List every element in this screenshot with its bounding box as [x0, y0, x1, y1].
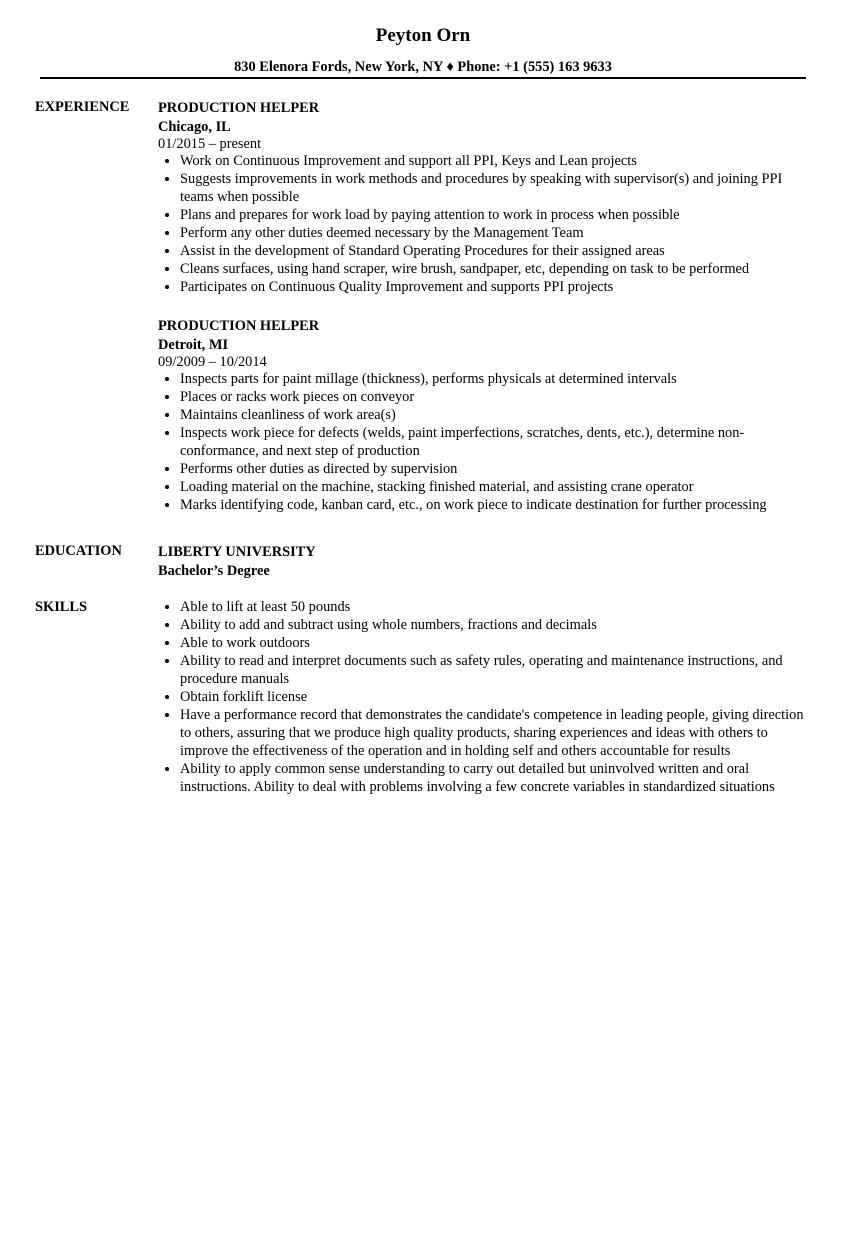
- list-item-text: Plans and prepares for work load by paying attention to work in process when possible: [180, 207, 680, 223]
- list-item: [158, 370, 810, 388]
- list-item-text: Marks identifying code, kanban card, etc., on work piece to indicate destination for further processing: [180, 497, 767, 513]
- bullet-icon: [165, 485, 169, 489]
- list-item-text: Inspects work piece for defects (welds, paint imperfections, scratches, dents, etc.), determine non-conformance, and next step of production: [180, 425, 745, 459]
- list-item: [158, 634, 810, 652]
- section-title-skills: SKILLS: [35, 599, 87, 615]
- degree: Bachelor’s Degree: [158, 563, 270, 579]
- bullet-icon: [165, 641, 169, 645]
- bullet-icon: [165, 377, 169, 381]
- bullet-icon: [165, 285, 169, 289]
- contact-line: 830 Elenora Fords, New York, NY ♦ Phone: +1 (555) 163 9633: [234, 59, 612, 75]
- bullet-icon: [165, 605, 169, 609]
- job-location: Chicago, IL: [158, 119, 231, 135]
- bullet-icon: [165, 249, 169, 253]
- list-item-text: Ability to read and interpret documents such as safety rules, operating and maintenance instructions, and procedure manuals: [180, 653, 783, 687]
- job-title: PRODUCTION HELPER: [158, 318, 320, 334]
- list-item: [158, 278, 810, 296]
- list-item-text: Have a performance record that demonstrates the candidate's competence in leading people, giving direction to others, assuring that we produce high quality products, sharing experiences and ideas with others to improve the effectiveness of the operation and in holding self and others accountable for results: [180, 707, 804, 759]
- skills-list: [158, 598, 810, 796]
- job-duties-list: [158, 152, 810, 296]
- list-item: [158, 478, 810, 496]
- list-item: [158, 260, 810, 278]
- list-item-text: Participates on Continuous Quality Improvement and supports PPI projects: [180, 279, 614, 295]
- bullet-icon: [165, 231, 169, 235]
- list-item: [158, 242, 810, 260]
- bullet-icon: [165, 659, 169, 663]
- list-item-text: Obtain forklift license: [180, 689, 308, 705]
- list-item-text: Inspects parts for paint millage (thickness), performs physicals at determined intervals: [180, 371, 677, 387]
- bullet-icon: [165, 695, 169, 699]
- school-name: LIBERTY UNIVERSITY: [158, 544, 316, 560]
- list-item: [158, 170, 810, 206]
- list-item: [158, 760, 810, 796]
- list-item: [158, 224, 810, 242]
- candidate-name: Peyton Orn: [375, 25, 471, 46]
- list-item-text: Ability to apply common sense understanding to carry out detailed but uninvolved written and oral instructions. Ability to deal with problems involving a few concrete variables in standardized situations: [180, 761, 775, 795]
- list-item: [158, 424, 810, 460]
- bullet-icon: [165, 267, 169, 271]
- list-item-text: Cleans surfaces, using hand scraper, wire brush, sandpaper, etc, depending on task to be performed: [180, 261, 750, 277]
- list-item: [158, 206, 810, 224]
- list-item: [158, 152, 810, 170]
- list-item: [158, 598, 810, 616]
- list-item: [158, 388, 810, 406]
- list-item-text: Assist in the development of Standard Operating Procedures for their assigned areas: [180, 243, 665, 259]
- skills-body: [158, 598, 810, 796]
- list-item-text: Maintains cleanliness of work area(s): [180, 407, 396, 423]
- experience-body: [158, 98, 810, 534]
- bullet-icon: [165, 767, 169, 771]
- bullet-icon: [165, 467, 169, 471]
- list-item-text: Suggests improvements in work methods and procedures by speaking with supervisor(s) and joining PPI teams when possible: [180, 171, 783, 205]
- resume-header: [40, 24, 806, 76]
- list-item: [158, 460, 810, 478]
- bullet-icon: [165, 431, 169, 435]
- section-title-education: EDUCATION: [35, 543, 122, 559]
- list-item-text: Loading material on the machine, stacking finished material, and assisting crane operator: [180, 479, 694, 495]
- list-item: [158, 688, 810, 706]
- list-item: [158, 496, 810, 514]
- list-item: [158, 652, 810, 688]
- list-item-text: Able to work outdoors: [180, 635, 310, 651]
- job-duties-list: [158, 370, 810, 514]
- list-item-text: Perform any other duties deemed necessary by the Management Team: [180, 225, 584, 241]
- list-item: [158, 406, 810, 424]
- bullet-icon: [165, 159, 169, 163]
- bullet-icon: [165, 413, 169, 417]
- bullet-icon: [165, 213, 169, 217]
- job-title: PRODUCTION HELPER: [158, 100, 320, 116]
- header-divider: [40, 77, 806, 79]
- job-entry: [158, 316, 810, 514]
- bullet-icon: [165, 713, 169, 717]
- education-body: [158, 542, 810, 580]
- list-item: [158, 616, 810, 634]
- bullet-icon: [165, 395, 169, 399]
- list-item-text: Able to lift at least 50 pounds: [180, 599, 351, 615]
- list-item-text: Places or racks work pieces on conveyor: [180, 389, 415, 405]
- job-location: Detroit, MI: [158, 337, 229, 353]
- list-item: [158, 706, 810, 760]
- job-entry: [158, 98, 810, 296]
- list-item-text: Ability to add and subtract using whole numbers, fractions and decimals: [180, 617, 597, 633]
- bullet-icon: [165, 623, 169, 627]
- bullet-icon: [165, 177, 169, 181]
- section-title-experience: EXPERIENCE: [35, 99, 130, 115]
- list-item-text: Work on Continuous Improvement and support all PPI, Keys and Lean projects: [180, 153, 637, 169]
- list-item-text: Performs other duties as directed by supervision: [180, 461, 458, 477]
- job-dates: 09/2009 – 10/2014: [158, 354, 267, 370]
- job-dates: 01/2015 – present: [158, 136, 262, 152]
- bullet-icon: [165, 503, 169, 507]
